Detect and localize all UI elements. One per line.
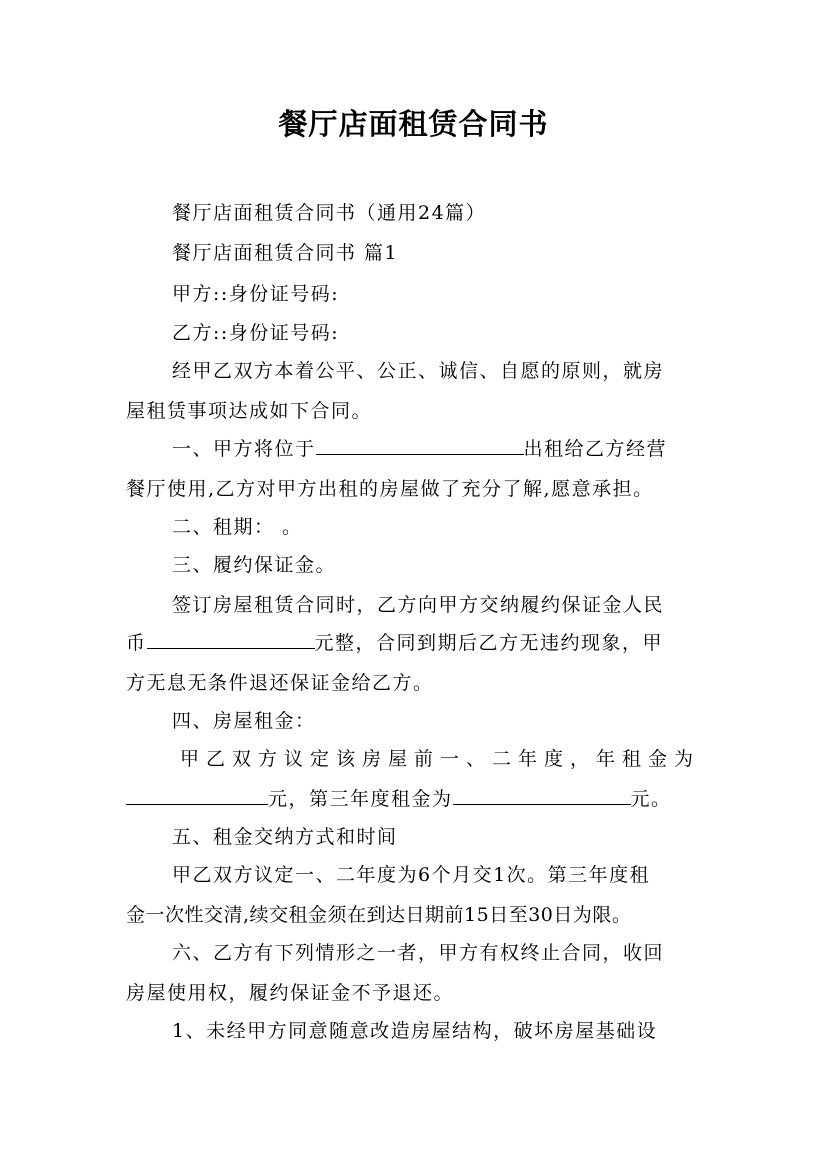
- paragraph-line: 金一次性交清,续交租金须在到达日期前15日至30日为限。: [126, 904, 632, 926]
- clause-6-line: 六、乙方有下列情形之一者，甲方有权终止合同，收回: [172, 942, 665, 964]
- clause-4-heading: 四、房屋租金：: [172, 710, 316, 732]
- address-blank: [316, 437, 524, 455]
- item-1-line: 1、未经甲方同意随意改造房屋结构，破坏房屋基础设: [172, 1020, 658, 1042]
- party-a-line: 甲方::身份证号码:: [172, 283, 340, 305]
- document-title: 餐厅店面租赁合同书: [278, 107, 549, 141]
- currency-text: 币: [126, 632, 147, 654]
- section-heading: 餐厅店面租赁合同书 篇1: [172, 242, 399, 264]
- clause-text: 出租给乙方经营: [523, 438, 668, 460]
- paragraph-line: 签订房屋租赁合同时，乙方向甲方交纳履约保证金人民: [172, 594, 665, 616]
- clause-text: 元整，合同到期后乙方无违约现象，甲: [314, 632, 664, 654]
- paragraph-line: 甲乙双方议定一、二年度为6个月交1次。第三年度租: [172, 864, 651, 886]
- paragraph-line: 餐厅使用,乙方对甲方出租的房屋做了充分了解,愿意承担。: [126, 478, 654, 500]
- clause-text: 元，第三年度租金为: [268, 788, 453, 810]
- clause-1-line: [172, 434, 712, 461]
- annual-rent-blank: [126, 787, 268, 805]
- rent-line: [126, 784, 726, 811]
- clause-3-heading: 三、履约保证金。: [172, 554, 337, 576]
- subtitle-line: 餐厅店面租赁合同书（通用24篇）: [172, 202, 487, 224]
- clause-5-heading: 五、租金交纳方式和时间: [172, 826, 398, 848]
- paragraph-line: 屋租赁事项达成如下合同。: [126, 400, 373, 422]
- third-year-rent-blank: [453, 787, 631, 805]
- paragraph-line: 经甲乙双方本着公平、公正、诚信、自愿的原则，就房: [172, 360, 665, 382]
- clause-text: 一、甲方将位于: [172, 438, 316, 460]
- clause-2-heading: 二、租期： 。: [172, 516, 303, 538]
- paragraph-line: 房屋使用权，履约保证金不予退还。: [126, 982, 455, 1004]
- clause-text: 元。: [630, 788, 672, 810]
- paragraph-line: 方无息无条件退还保证金给乙方。: [126, 672, 434, 694]
- deposit-amount-blank: [147, 631, 315, 649]
- deposit-line: [126, 628, 706, 655]
- paragraph-line: 甲乙双方议定该房屋前一、二年度，年租金为: [180, 748, 701, 770]
- party-b-line: 乙方::身份证号码:: [172, 322, 340, 344]
